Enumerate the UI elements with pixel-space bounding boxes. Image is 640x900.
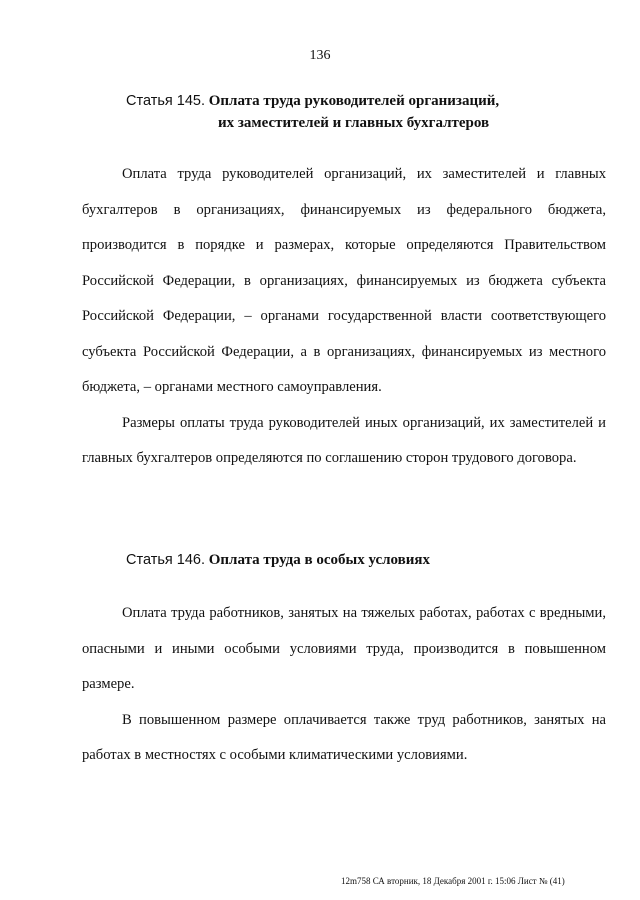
article-146-body: [82, 596, 606, 774]
article-146-title: Оплата труда в особых условиях: [208, 552, 431, 568]
article-145-paragraph-2: Размеры оплаты труда руководителей иных организаций, их заместителей и главных бухгалтеров определяются по соглашению сторон трудового договора.: [82, 414, 606, 466]
article-145-heading: [126, 90, 499, 134]
article-145-paragraph-1: Оплата труда руководителей организаций, их заместителей и главных бухгалтеров в организациях, финансируемых из федерального бюджета, производится в порядке и размерах, которые определяются Правительством Российской Федерации, в организациях, финансируемых из бюджета субъекта Российской Федерации, – органами государственной власти соответствующего субъекта Российской Федерации, а в организациях, финансируемых из местного бюджета, – органами местного самоуправления.: [82, 166, 606, 395]
print-footer: 12m758 СА вторник, 18 Декабря 2001 г. 15:06 Лист № (41): [341, 876, 565, 886]
article-146-paragraph-2: В повышенном размере оплачивается также труд работников, занятых на работах в местностях с особыми климатическими условиями.: [82, 711, 606, 763]
article-146-paragraph-1: Оплата труда работников, занятых на тяжелых работах, работах с вредными, опасными и иными особыми условиями труда, производится в повышенном размере.: [82, 605, 606, 692]
article-146-number: Статья 146.: [126, 552, 205, 568]
page-number: 136: [309, 48, 331, 63]
article-145-body: [82, 157, 606, 477]
article-145-number: Статья 145.: [126, 93, 205, 109]
article-146-heading: [126, 549, 430, 571]
article-145-title-line1: Оплата труда руководителей организаций,: [208, 93, 500, 109]
article-145-title-line2: их заместителей и главных бухгалтеров: [218, 115, 490, 131]
